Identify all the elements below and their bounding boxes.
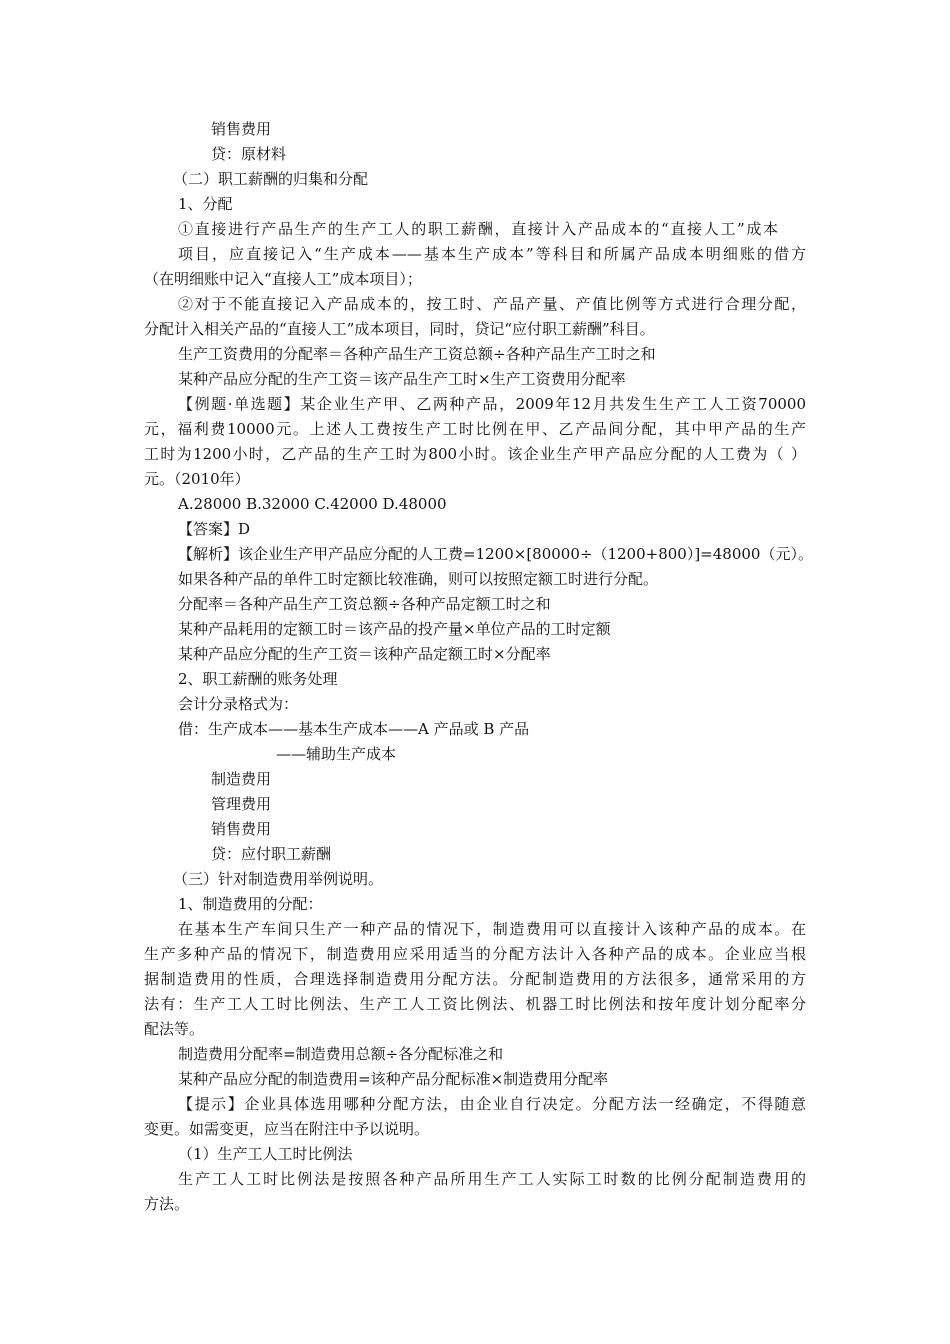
subsection-heading: 1、分配 [178,195,233,213]
text-line: 据制造费用的性质，合理选择制造费用分配方法。分配制造费用的方法很多，通常采用的方 [144,970,806,988]
journal-entry-line: ——辅助生产成本 [276,745,397,763]
journal-entry-line: 借：生产成本——基本生产成本——A 产品或 B 产品 [178,720,530,738]
text-line: 配法等。 [144,1020,205,1038]
formula-line: 分配率＝各种产品生产工资总额÷各种产品定额工时之和 [178,595,551,613]
text-line: 会计分录格式为： [178,695,299,713]
journal-entry-line: 管理费用 [211,795,272,813]
subsection-heading: （1）生产工人工时比例法 [178,1145,353,1163]
text-line: 贷：原材料 [211,145,287,163]
text-line: 生产多种产品的情况下，制造费用应采用适当的分配方法计入各种产品的成本。企业应当根 [144,945,806,963]
text-line: 方法。 [144,1195,190,1213]
text-line: ①直接进行产品生产的生产工人的职工薪酬，直接计入产品成本的“直接人工”成本 [178,220,778,238]
formula-line: 某种产品应分配的生产工资＝该种产品定额工时×分配率 [178,645,551,663]
subsection-heading: 1、制造费用的分配： [178,895,323,913]
text-line: 在基本生产车间只生产一种产品的情况下，制造费用可以直接计入该种产品的成本。在 [178,920,806,938]
section-heading: （二）职工薪酬的归集和分配 [173,170,369,188]
formula-line: 某种产品应分配的生产工资＝该产品生产工时×生产工资费用分配率 [178,370,626,388]
text-line: 项目，应直接记入“生产成本——基本生产成本”等科目和所属产品成本明细账的借方 [178,245,806,263]
formula-line: 某种产品应分配的制造费用=该种产品分配标准×制造费用分配率 [178,1070,609,1088]
journal-entry-line: 销售费用 [211,820,272,838]
formula-line: 制造费用分配率=制造费用总额÷各分配标准之和 [178,1045,504,1063]
explanation-line: 【解析】该企业生产甲产品应分配的人工费=1200×[80000÷（1200+800）]=48000（元）。 [178,545,813,563]
example-question: 工时为1200小时，乙产品的生产工时为800小时。该企业生产甲产品应分配的人工费为（ ） [144,445,806,463]
text-line: 法有：生产工人工时比例法、生产工人工资比例法、机器工时比例法和按年度计划分配率分 [144,995,806,1013]
journal-entry-line: 贷：应付职工薪酬 [211,845,332,863]
tip-line: 【提示】企业具体选用哪种分配方法，由企业自行决定。分配方法一经确定，不得随意 [178,1095,806,1113]
text-line: 如果各种产品的单件工时定额比较准确，则可以按照定额工时进行分配。 [178,570,659,588]
formula-line: 生产工资费用的分配率＝各种产品生产工资总额÷各种产品生产工时之和 [178,345,656,363]
example-question: 元。（2010年） [144,470,250,488]
text-line: 生产工人工时比例法是按照各种产品所用生产工人实际工时数的比例分配制造费用的 [178,1170,806,1188]
text-line: 销售费用 [211,120,272,138]
answer-line: 【答案】D [178,520,251,538]
text-line: ②对于不能直接记入产品成本的，按工时、产品产量、产值比例等方式进行合理分配， [178,295,806,313]
section-heading: （三）针对制造费用举例说明。 [173,870,384,888]
text-line: 分配计入相关产品的“直接人工”成本项目，同时，贷记“应付职工薪酬”科目。 [144,320,655,338]
formula-line: 某种产品耗用的定额工时＝该产品的投产量×单位产品的工时定额 [178,620,611,638]
tip-line: 变更。如需变更，应当在附注中予以说明。 [144,1120,430,1138]
journal-entry-line: 制造费用 [211,770,272,788]
text-line: （在明细账中记入“直接人工”成本项目）； [144,270,422,288]
answer-options: A.28000 B.32000 C.42000 D.48000 [178,495,447,513]
subsection-heading: 2、职工薪酬的账务处理 [178,670,338,688]
example-question: 元，福利费10000元。上述人工费按生产工时比例在甲、乙产品间分配，其中甲产品的生产 [144,420,806,438]
example-question: 【例题·单选题】某企业生产甲、乙两种产品，2009年12月共发生生产工人工资70000 [178,395,806,413]
